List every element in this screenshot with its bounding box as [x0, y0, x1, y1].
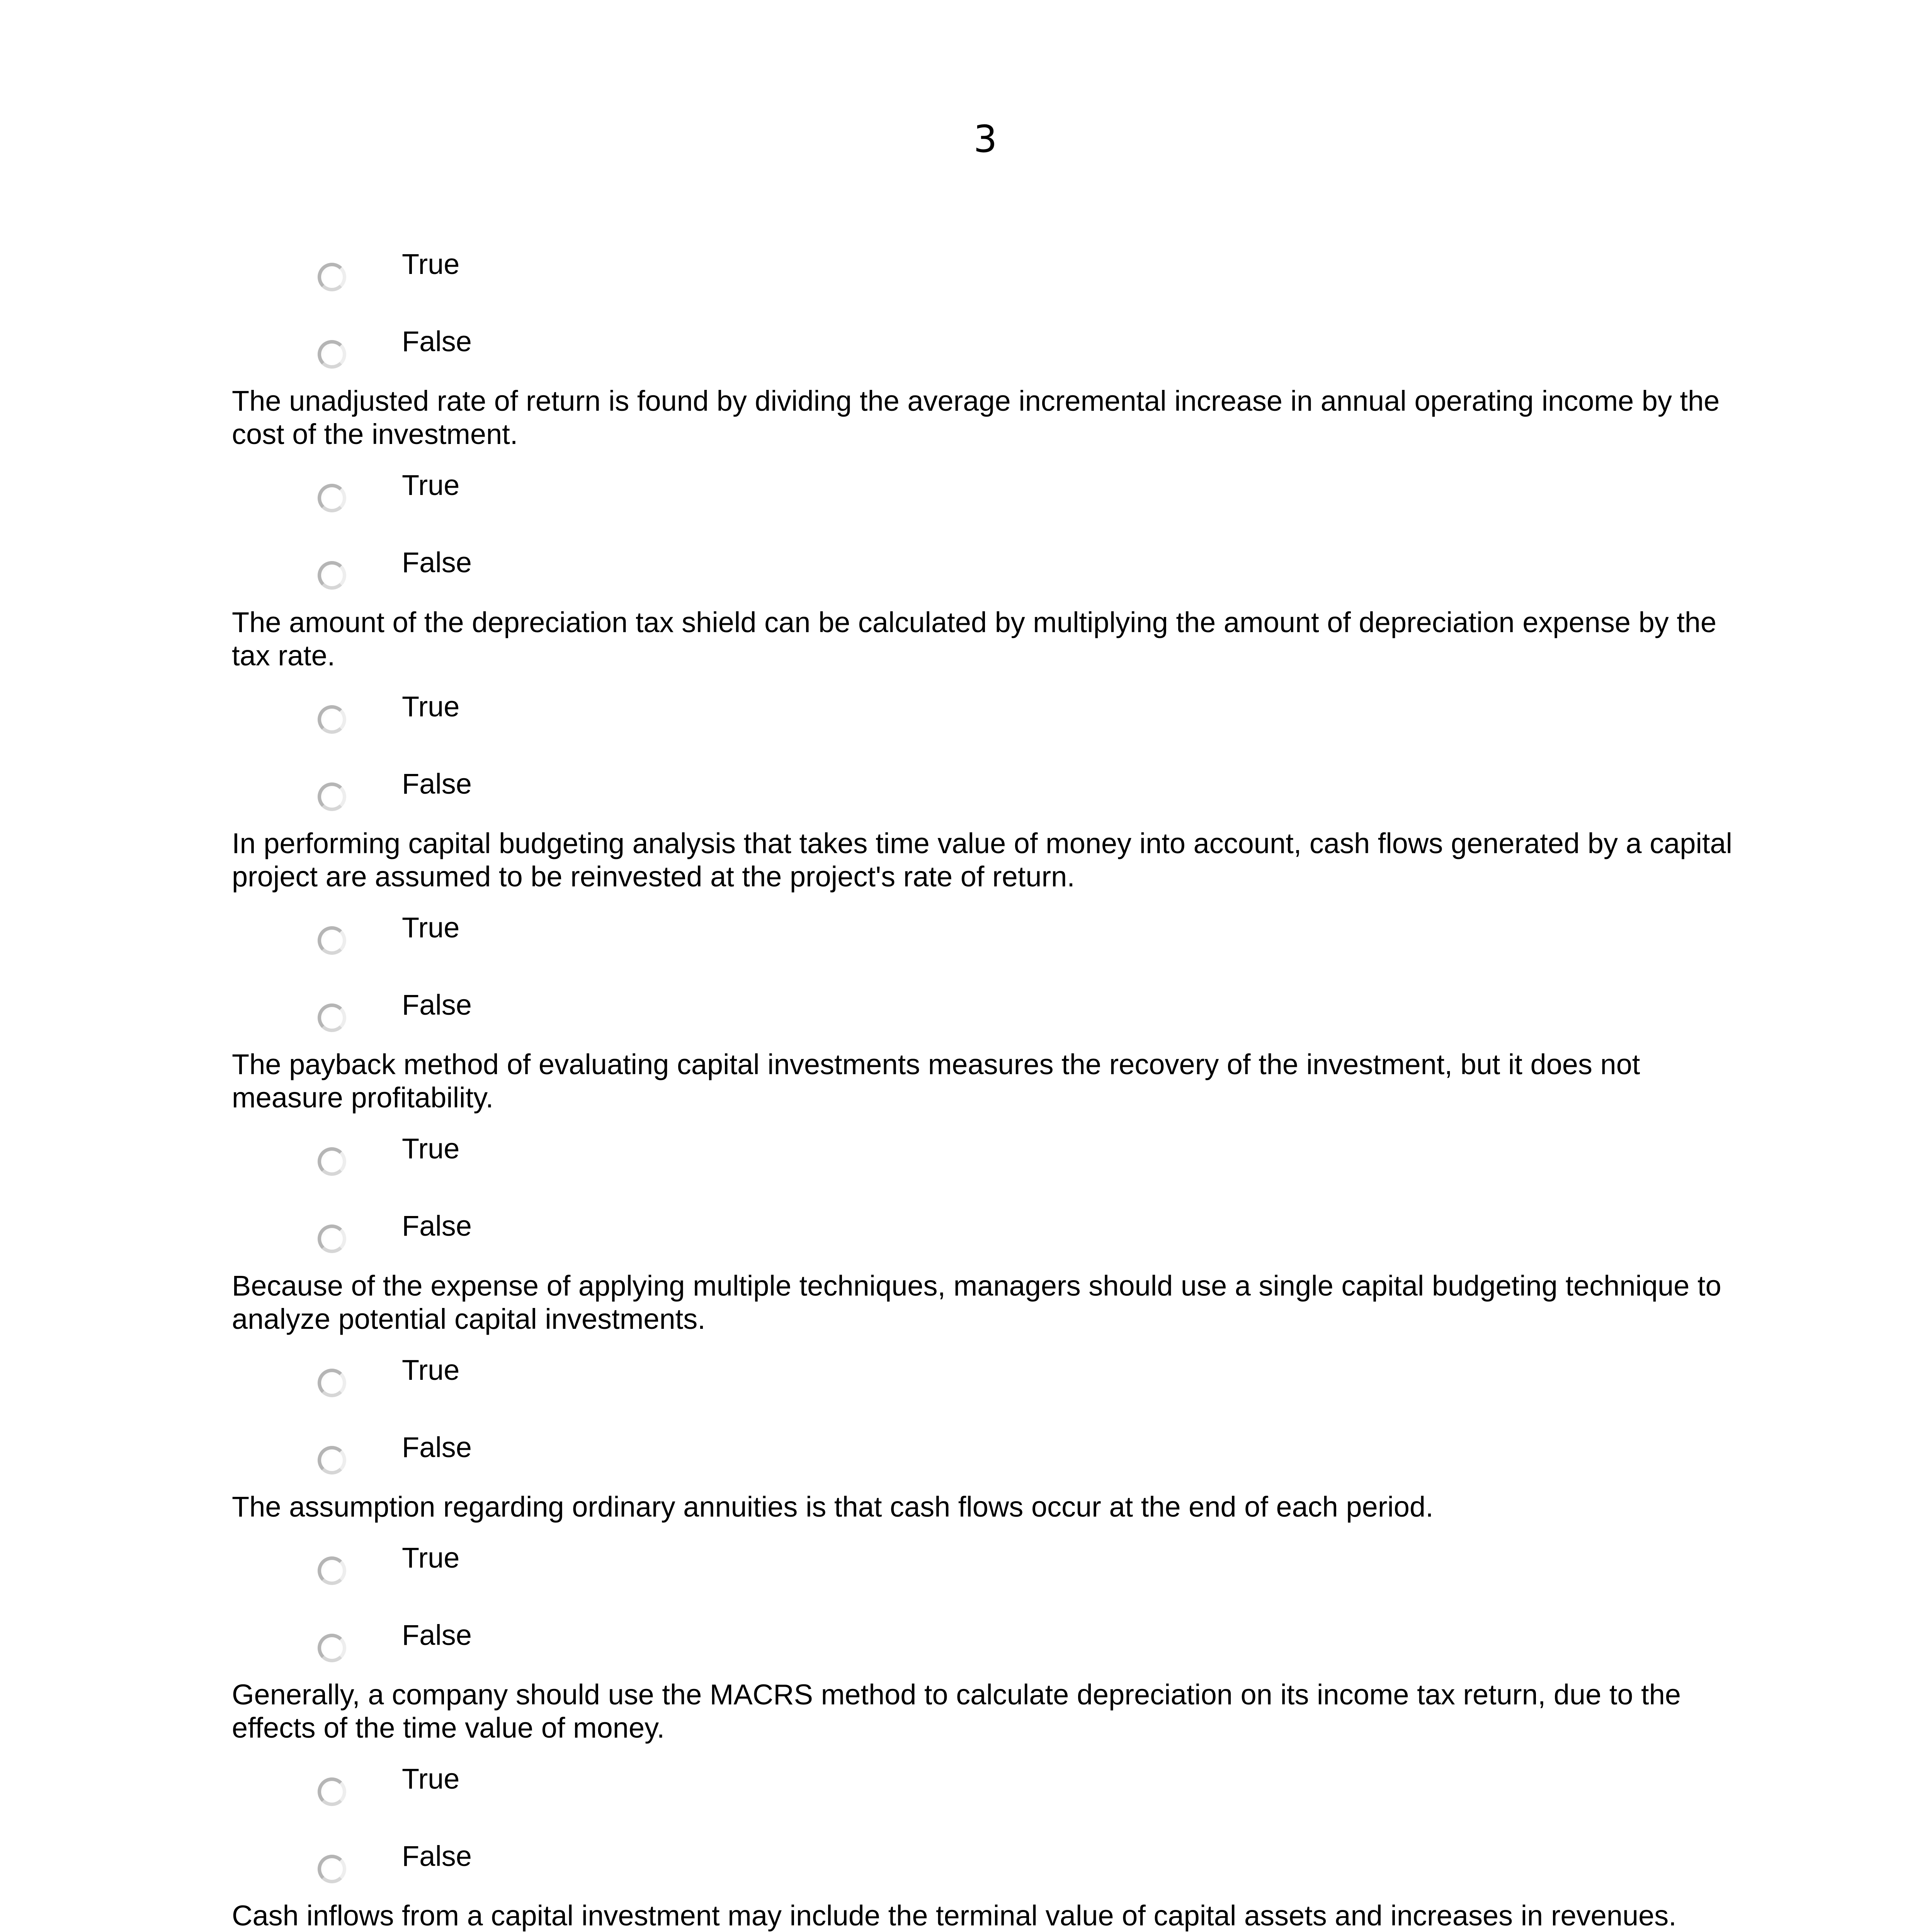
option-false[interactable]: [0, 988, 1932, 1031]
radio-button-icon[interactable]: [318, 1369, 346, 1397]
option-false[interactable]: [0, 325, 1932, 367]
question-text: The assumption regarding ordinary annuities is that cash flows occur at the end of each period.: [232, 1491, 1434, 1523]
option-label: True: [402, 1763, 460, 1795]
option-false[interactable]: [0, 767, 1932, 810]
option-label: False: [402, 546, 472, 578]
radio-button-icon[interactable]: [318, 263, 346, 291]
radio-button-icon[interactable]: [318, 782, 346, 811]
option-label: True: [402, 469, 460, 501]
radio-button-icon[interactable]: [318, 1855, 346, 1883]
option-false[interactable]: [0, 1430, 1932, 1473]
option-label: True: [402, 912, 460, 944]
option-true[interactable]: [0, 468, 1932, 511]
radio-button-icon[interactable]: [318, 1147, 346, 1176]
option-false[interactable]: [0, 1839, 1932, 1882]
question-text: Cash inflows from a capital investment may include the terminal value of capital assets and increases in revenues.: [232, 1900, 1677, 1932]
option-true[interactable]: [0, 247, 1932, 290]
option-label: False: [402, 989, 472, 1021]
radio-button-icon[interactable]: [318, 340, 346, 369]
option-label: False: [402, 1840, 472, 1872]
option-true[interactable]: [0, 1762, 1932, 1804]
question-text: In performing capital budgeting analysis that takes time value of money into account, cash flows generated by a capital project are assumed to be reinvested at the project's rate of return.: [232, 827, 1733, 893]
option-label: True: [402, 690, 460, 723]
question-text: Because of the expense of applying multiple techniques, managers should use a single capital budgeting technique to analyze potential capital investments.: [232, 1270, 1721, 1335]
option-true[interactable]: [0, 1132, 1932, 1174]
radio-button-icon[interactable]: [318, 561, 346, 590]
question-text: The amount of the depreciation tax shield can be calculated by multiplying the amount of depreciation expense by the tax rate.: [232, 606, 1717, 672]
option-label: True: [402, 248, 460, 280]
option-label: False: [402, 325, 472, 357]
radio-button-icon[interactable]: [318, 1225, 346, 1253]
question-text: Generally, a company should use the MACRS method to calculate depreciation on its income tax return, due to the effects of the time value of money.: [232, 1679, 1681, 1744]
question-text: The payback method of evaluating capital investments measures the recovery of the investment, but it does not measure profitability.: [232, 1048, 1640, 1114]
radio-button-icon[interactable]: [318, 1777, 346, 1806]
radio-button-icon[interactable]: [318, 1446, 346, 1475]
radio-button-icon[interactable]: [318, 705, 346, 734]
option-label: False: [402, 768, 472, 800]
option-false[interactable]: [0, 546, 1932, 588]
option-label: True: [402, 1133, 460, 1165]
question-text: The unadjusted rate of return is found by dividing the average incremental increase in annual operating income by the cost of the investment.: [232, 385, 1720, 450]
option-true[interactable]: [0, 690, 1932, 732]
page-number: 3: [973, 117, 997, 161]
option-false[interactable]: [0, 1618, 1932, 1661]
option-true[interactable]: [0, 1353, 1932, 1396]
option-label: True: [402, 1542, 460, 1574]
radio-button-icon[interactable]: [318, 1003, 346, 1032]
option-label: False: [402, 1619, 472, 1651]
radio-button-icon[interactable]: [318, 1634, 346, 1662]
option-label: False: [402, 1210, 472, 1242]
option-true[interactable]: [0, 911, 1932, 953]
option-true[interactable]: [0, 1541, 1932, 1583]
radio-button-icon[interactable]: [318, 926, 346, 955]
radio-button-icon[interactable]: [318, 484, 346, 512]
radio-button-icon[interactable]: [318, 1556, 346, 1585]
option-label: True: [402, 1354, 460, 1386]
option-label: False: [402, 1431, 472, 1463]
option-false[interactable]: [0, 1209, 1932, 1252]
